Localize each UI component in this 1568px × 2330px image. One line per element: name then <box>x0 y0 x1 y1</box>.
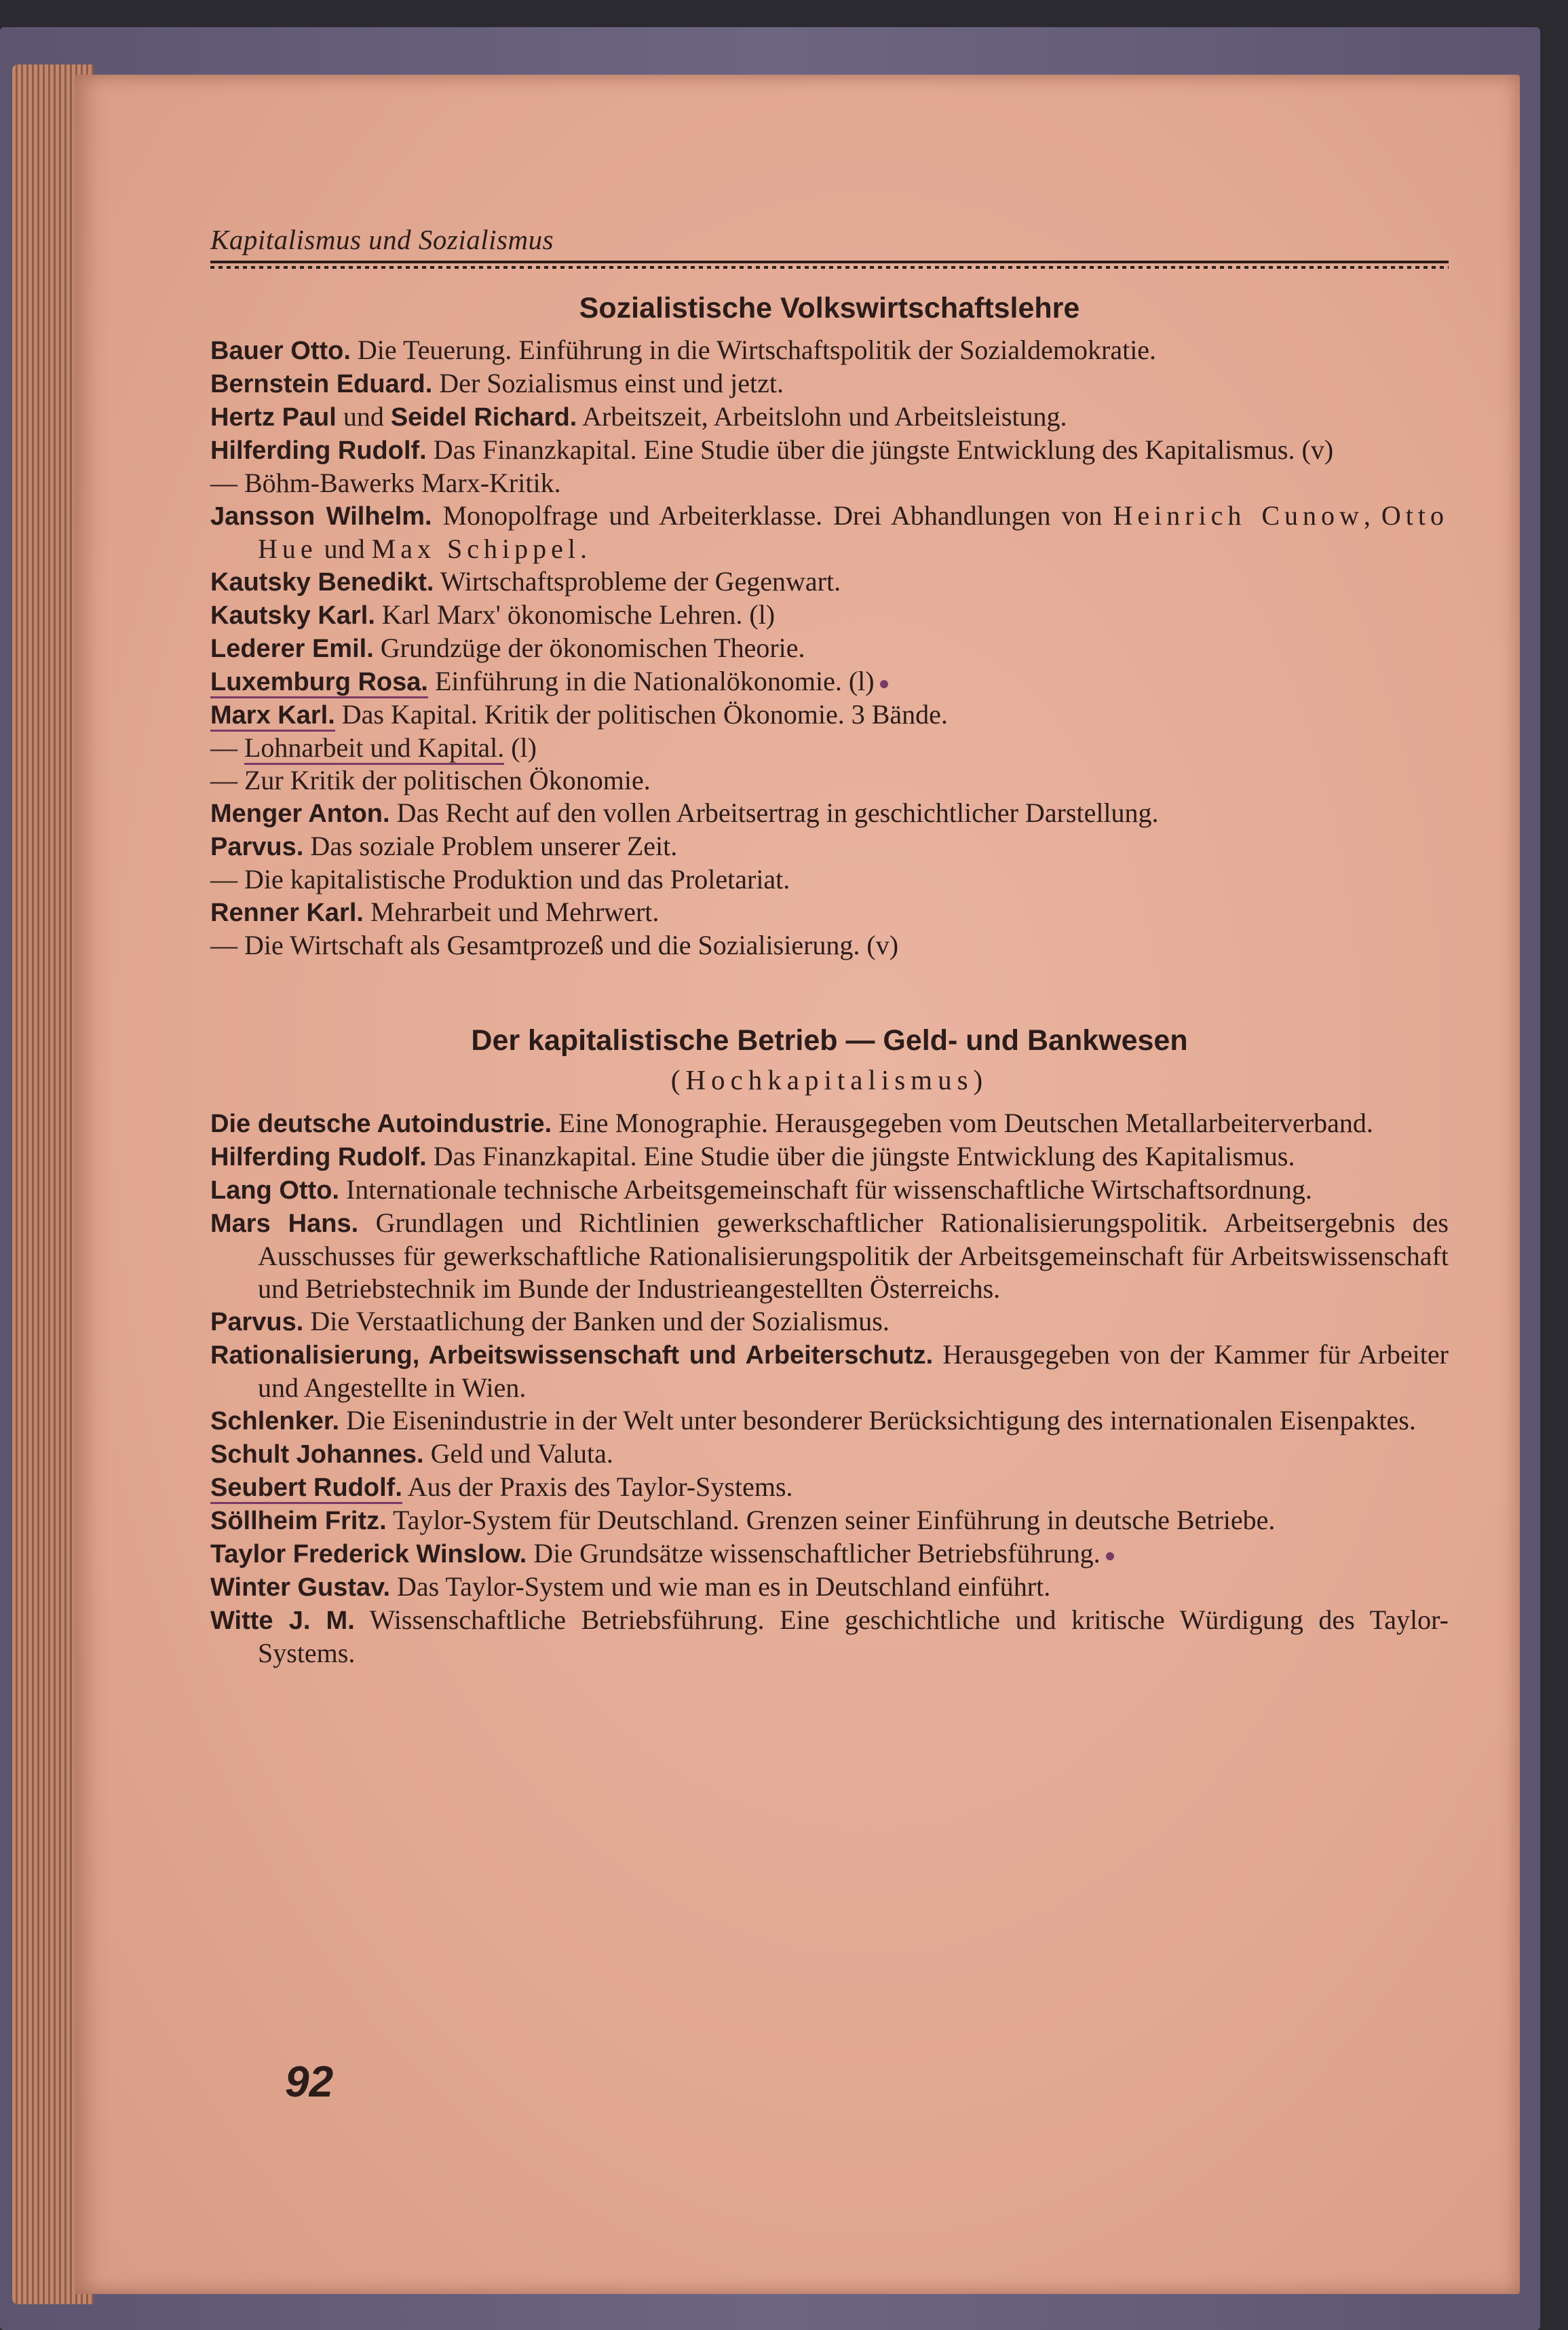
entry-text: Arbeitszeit, Arbeitslohn und Arbeitsleistung. <box>577 401 1067 432</box>
entry-author: Marx Karl. <box>210 701 335 732</box>
entry-author: Schlenker. <box>210 1407 340 1435</box>
header-rule <box>210 261 1449 271</box>
entry-author: Bauer Otto. <box>210 337 351 365</box>
bibliography-entry <box>210 1173 1449 1207</box>
running-head: Kapitalismus und Sozialismus <box>210 224 554 255</box>
bibliography-entry <box>210 400 1449 434</box>
entry-author: Kautsky Benedikt. <box>210 568 434 597</box>
bibliography-entry <box>210 764 1449 797</box>
entry-text: Herausgegeben von der Kammer für Arbeiter und Angestellte in Wien. <box>258 1339 1449 1403</box>
entry-author: Schult Johannes. <box>210 1440 424 1469</box>
entry-author: Bernstein Eduard. <box>210 370 433 398</box>
entry-text: Karl Marx' ökonomische Lehren. (l) <box>375 599 776 630</box>
section-gap <box>210 962 1449 1004</box>
entry-text: Die Verstaatlichung der Banken und der Sozialismus. <box>303 1306 890 1336</box>
entry-author: Hertz Paul <box>210 403 337 432</box>
bibliography-entry <box>210 1504 1449 1537</box>
entry-author: Hilferding Rudolf. <box>210 436 427 465</box>
bibliography-entry <box>210 1404 1449 1438</box>
entry-text: Grundlagen und Richtlinien gewerkschaftlicher Rationalisierungspolitik. Arbeitsergebnis des Ausschusses für gewerkschaftliche Rationalisierungspolitik der Arbeitsgemeinschaft für Arbeitswissenschaft und Betriebstechnik im Bunde der Industrieangestellten Österreichs. <box>258 1207 1449 1304</box>
entry-title: Lohnarbeit und Kapital. <box>244 732 504 765</box>
spaced-name: Heinrich Cunow <box>1113 500 1364 531</box>
entry-text: Die Wirtschaft als Gesamtprozeß und die Sozialisierung. (v) <box>244 930 899 960</box>
entry-author: Parvus. <box>210 1308 304 1336</box>
bibliography-entry <box>210 1571 1449 1604</box>
ditto-dash: — <box>210 930 244 960</box>
separator: und <box>317 533 372 564</box>
entry-text: (l) <box>504 732 537 763</box>
entry-conjunction: und <box>336 401 391 432</box>
entry-author: Menger Anton. <box>210 800 390 828</box>
entry-author: Lederer Emil. <box>210 635 374 663</box>
section-title-2: Der kapitalistische Betrieb — Geld- und Bankwesen <box>471 1024 1188 1057</box>
entry-text: Einführung in die Nationalökonomie. (l) <box>427 666 875 696</box>
bibliography-entry <box>210 1305 1449 1338</box>
section-title-1: Sozialistische Volkswirtschaftslehre <box>579 292 1080 324</box>
entry-author: Winter Gustav. <box>210 1573 390 1602</box>
entry-author: Lang Otto. <box>210 1176 339 1205</box>
entry-author: Mars Hans. <box>210 1209 359 1238</box>
entry-text: Die Grundsätze wissenschaftlicher Betriebsführung. <box>527 1538 1101 1568</box>
entry-text: Monopolfrage und Arbeiterklasse. Drei Abhandlungen von <box>432 500 1113 531</box>
bibliography-entry <box>210 1471 1449 1504</box>
bibliography-entry <box>210 732 1449 764</box>
entry-text: Aus der Praxis des Taylor-Systems. <box>402 1471 793 1502</box>
page-content <box>210 204 1449 1670</box>
bibliography-entry <box>210 698 1449 732</box>
entry-text: Die Teuerung. Einführung in die Wirtschaftspolitik der Sozialdemokratie. <box>350 335 1157 365</box>
entry-text: Geld und Valuta. <box>423 1438 613 1469</box>
bibliography-entry <box>210 1140 1449 1173</box>
bibliography-entry <box>210 1207 1449 1305</box>
entry-text: Eine Monographie. Herausgegeben vom Deutschen Metallarbeiterverband. <box>552 1108 1373 1138</box>
bibliography-entry <box>210 863 1449 896</box>
entry-author: Rationalisierung, Arbeitswissenschaft und Arbeiterschutz. <box>210 1341 934 1370</box>
entry-author: Die deutsche Autoindustrie. <box>210 1110 552 1138</box>
pen-mark-icon <box>880 680 888 688</box>
bibliography-entry <box>210 1604 1449 1670</box>
ditto-dash: — <box>210 732 244 763</box>
spaced-name: Max Schippel <box>371 533 580 564</box>
entry-author: Jansson Wilhelm. <box>210 502 432 531</box>
entry-text: Der Sozialismus einst und jetzt. <box>432 368 784 398</box>
entry-text: Das soziale Problem unserer Zeit. <box>303 831 678 861</box>
bibliography-entry <box>210 334 1449 367</box>
entry-text: Böhm-Bawerks Marx-Kritik. <box>244 468 561 498</box>
entry-text: Das Recht auf den vollen Arbeitsertrag in geschichtlicher Darstellung. <box>389 797 1159 828</box>
bibliography-entry <box>210 797 1449 830</box>
ditto-dash: — <box>210 864 244 895</box>
entry-text: Die kapitalistische Produktion und das Proletariat. <box>244 864 790 895</box>
ditto-dash: — <box>210 468 244 498</box>
entry-text: Das Finanzkapital. Eine Studie über die jüngste Entwicklung des Kapitalismus. <box>426 1141 1295 1171</box>
entry-text: Das Finanzkapital. Eine Studie über die jüngste Entwicklung des Kapitalismus. (v) <box>426 434 1334 465</box>
entry-author: Kautsky Karl. <box>210 601 375 630</box>
bibliography-entry <box>210 896 1449 929</box>
bibliography-entry <box>210 467 1449 500</box>
bibliography-entry <box>210 1537 1449 1571</box>
entry-author: Witte J. M. <box>210 1606 355 1635</box>
entry-author: Taylor Frederick Winslow. <box>210 1540 527 1568</box>
bibliography-entry <box>210 830 1449 863</box>
separator: . <box>579 533 587 564</box>
entry-text: Internationale technische Arbeitsgemeinschaft für wissenschaftliche Wirtschaftsordnung. <box>339 1174 1312 1205</box>
ditto-dash: — <box>210 765 244 795</box>
bibliography-entry <box>210 565 1449 599</box>
bibliography-entry <box>210 632 1449 665</box>
bibliography-entry <box>210 367 1449 400</box>
entry-author: Luxemburg Rosa. <box>210 668 428 698</box>
spaced-name: Otto Hue <box>258 500 1449 564</box>
entry-text: Taylor-System für Deutschland. Grenzen seiner Einführung in deutsche Betriebe. <box>386 1505 1276 1535</box>
bibliography-entry <box>210 665 1449 698</box>
entry-author: Renner Karl. <box>210 899 364 927</box>
bibliography-entry <box>210 1338 1449 1404</box>
entry-author: Parvus. <box>210 833 304 861</box>
entry-author: Seubert Rudolf. <box>210 1473 402 1504</box>
bibliography-entry <box>210 599 1449 632</box>
bibliography-entry <box>210 929 1449 962</box>
entry-author: Hilferding Rudolf. <box>210 1143 427 1171</box>
entry-text: Wirtschaftsprobleme der Gegenwart. <box>434 566 841 597</box>
bibliography-entry <box>210 434 1449 467</box>
bibliography-entry <box>210 1438 1449 1471</box>
entry-coauthor: Seidel Richard. <box>390 403 577 432</box>
page-number: 92 <box>285 2057 334 2106</box>
entry-text: Das Kapital. Kritik der politischen Ökonomie. 3 Bände. <box>334 699 948 730</box>
separator: , <box>1363 500 1381 531</box>
entry-text: Die Eisenindustrie in der Welt unter besonderer Berücksichtigung des internationalen Eisenpaktes. <box>339 1405 1416 1435</box>
entry-text: Zur Kritik der politischen Ökonomie. <box>244 765 651 795</box>
entry-text: Mehrarbeit und Mehrwert. <box>363 897 659 927</box>
entry-text: Grundzüge der ökonomischen Theorie. <box>373 633 805 663</box>
bibliography-entry <box>210 1107 1449 1140</box>
entry-text: Wissenschaftliche Betriebsführung. Eine geschichtliche und kritische Würdigung des Taylor-Systems. <box>258 1604 1449 1668</box>
pen-mark-icon <box>1106 1552 1114 1560</box>
bibliography-entry <box>210 500 1449 565</box>
entry-author: Söllheim Fritz. <box>210 1507 387 1535</box>
entry-text: Das Taylor-System und wie man es in Deutschland einführt. <box>390 1571 1051 1602</box>
section-subtitle-2: (Hochkapitalismus) <box>670 1064 989 1095</box>
